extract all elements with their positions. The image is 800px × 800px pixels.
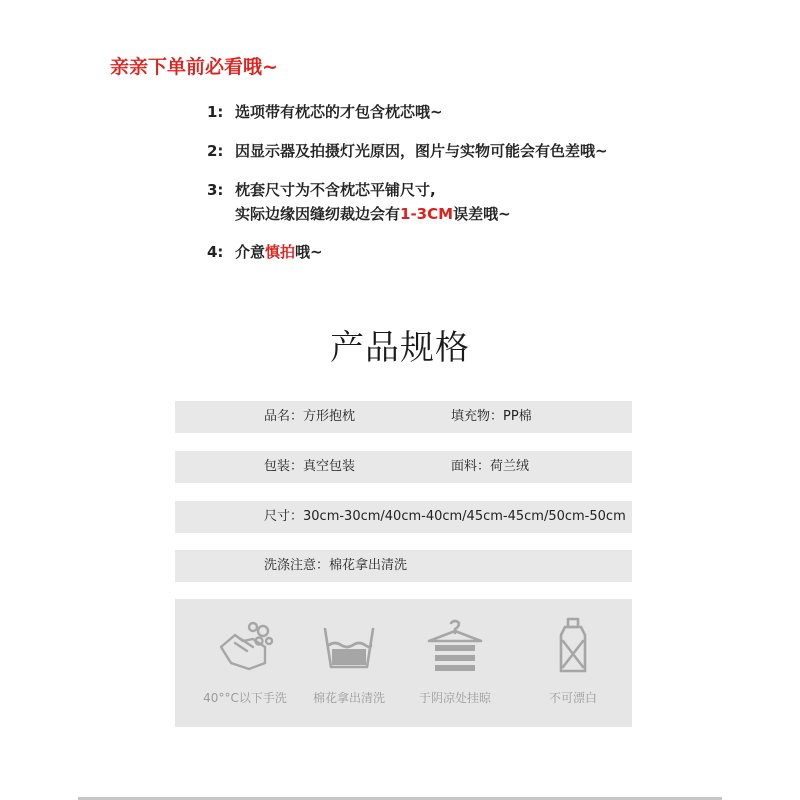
- care-item-no-bleach: [521, 617, 625, 706]
- notice-text: 介意: [235, 243, 266, 261]
- hand-wash-icon: [213, 617, 277, 675]
- notice-text-line2: [207, 202, 511, 226]
- spec-fabric: 面料：荷兰绒: [451, 459, 530, 474]
- notice-number: 4:: [207, 243, 224, 261]
- spec-package: 包装：真空包装: [264, 459, 356, 474]
- notice-item-2: [207, 139, 608, 163]
- care-label: 40°°C以下手洗: [203, 691, 287, 705]
- care-label: 不可漂白: [548, 691, 597, 705]
- notice-text: 因显示器及拍摄灯光原因，图片与实物可能会有色差哦~: [235, 142, 608, 160]
- notice-text: 哦~: [295, 243, 323, 261]
- notice-item-1: [207, 100, 443, 124]
- spec-row-package: [175, 451, 632, 483]
- notice-text: 误差哦~: [453, 205, 511, 223]
- notice-number: 1:: [207, 103, 224, 121]
- notice-item-4: [207, 240, 323, 264]
- care-label: 棉花拿出清洗: [312, 691, 385, 705]
- notice-item-3: [207, 178, 511, 226]
- notice-title: 亲亲下单前必看哦~: [110, 56, 278, 78]
- spec-size: 尺寸：30cm-30cm/40cm-40cm/45cm-45cm/50cm-50cm: [264, 509, 626, 524]
- notice-text: 枕套尺寸为不含枕芯平铺尺寸,: [235, 181, 436, 199]
- notice-number: 2:: [207, 142, 224, 160]
- care-item-wash-tub: [297, 617, 401, 706]
- spec-row-name: [175, 401, 632, 433]
- notice-text: 选项带有枕芯的才包含枕芯哦~: [235, 103, 443, 121]
- notice-text: 实际边缘因缝纫裁边会有: [235, 205, 401, 223]
- spec-wash: 洗涤注意：棉花拿出清洗: [264, 558, 408, 573]
- hanger-shade-icon: [423, 617, 487, 675]
- care-item-hang-dry: [403, 617, 507, 706]
- spec-row-size: [175, 501, 632, 533]
- no-bleach-icon: [541, 617, 605, 675]
- spec-title: 产品规格: [330, 328, 470, 368]
- notice-number: 3:: [207, 181, 224, 199]
- notice-highlight: 慎拍: [265, 243, 296, 261]
- care-label: 于阴凉处挂晾: [418, 691, 491, 705]
- wash-tub-icon: [317, 617, 381, 675]
- spec-product-name: 品名：方形抱枕: [264, 409, 356, 424]
- care-item-hand-wash: [193, 617, 297, 706]
- care-instructions-panel: [175, 599, 632, 727]
- spec-filling: 填充物：PP棉: [451, 409, 532, 424]
- spec-row-wash: [175, 550, 632, 582]
- notice-highlight: 1-3CM: [400, 205, 454, 223]
